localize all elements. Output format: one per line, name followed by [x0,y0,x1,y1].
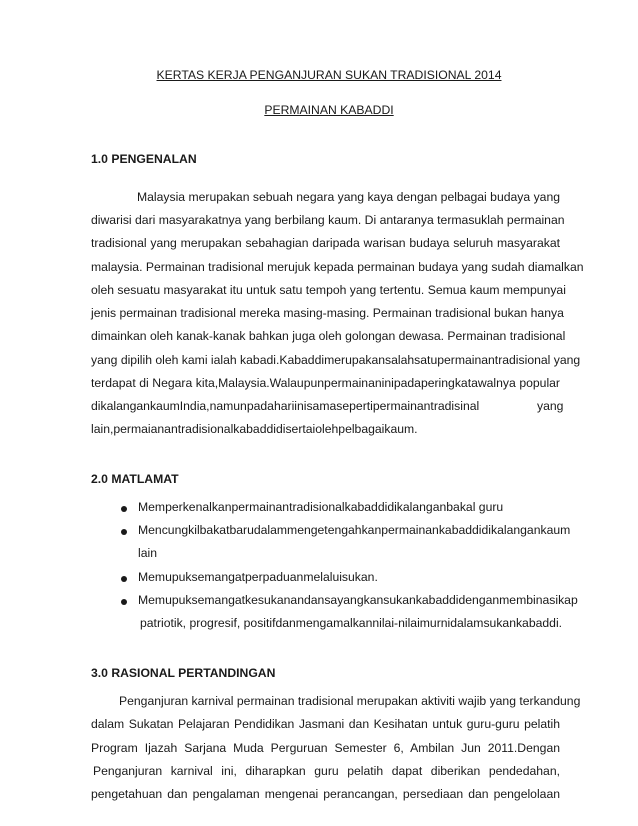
paragraph-line: oleh sesuatu masyarakat itu untuk satu tempoh yang tertentu. Semua kaum mempunyai [91,283,566,297]
paragraph-line: Penganjuran karnival ini, diharapkan guru pelatih dapat diberikan pendedahan, [93,764,560,778]
paragraph-line: tradisional yang merupakan sebahagian daripada warisan budaya seluruh masyarakat [91,236,560,250]
paragraph-line: terdapat di Negara kita,Malaysia.Walaupunpermainaninipadaperingkatawalnya popular [91,376,560,390]
paragraph-line: dikalangankaumIndia,namunpadahariinisamasepertipermainantradisinal [91,399,480,413]
section-heading-rasional: 3.0 RASIONAL PERTANDINGAN [91,666,276,680]
document-subtitle: PERMAINAN KABADDI [264,103,394,117]
bullet-icon [121,529,127,535]
paragraph-line: pengetahuan dan pengalaman mengenai perancangan, persediaan dan pengelolaan [91,787,560,801]
bullet-icon [121,576,127,582]
paragraph-line: dimainkan oleh kanak-kanak bahkan juga oleh golongan dewasa. Permainan tradisional [91,329,566,343]
paragraph-line: yang [537,399,564,413]
paragraph-line: lain,permaianantradisionalkabaddidisertaiolehpelbagaikaum. [91,422,418,436]
list-item: Memperkenalkanpermainantradisionalkabaddidikalanganbakal guru [138,500,504,514]
paragraph-line: dalam Sukatan Pelajaran Pendidikan Jasmani dan Kesihatan untuk guru-guru pelatih [91,717,560,731]
list-item: Memupuksemangatperpaduanmelaluisukan. [138,570,378,584]
bullet-icon [121,506,127,512]
list-item-continuation: lain [138,546,157,560]
paragraph-line: Malaysia merupakan sebuah negara yang kaya dengan pelbagai budaya yang [137,190,560,204]
document-title: KERTAS KERJA PENGANJURAN SUKAN TRADISIONAL 2014 [156,68,502,82]
section-heading-pengenalan: 1.0 PENGENALAN [91,152,197,166]
paragraph-line: Program Ijazah Sarjana Muda Perguruan Semester 6, Ambilan Jun 2011.Dengan [91,741,560,755]
paragraph-line: yang dipilih oleh kami ialah kabadi.Kabaddimerupakansalahsatupermainantradisional yang [91,353,581,367]
bullet-icon [121,599,127,605]
paragraph-line: jenis permainan tradisional mereka masing-masing. Permainan tradisional bukan hanya [91,306,564,320]
paragraph-line: malaysia. Permainan tradisional merujuk kepada permainan budaya yang sudah diamalkan [91,260,584,274]
section-heading-matlamat: 2.0 MATLAMAT [91,472,179,486]
paragraph-line: Penganjuran karnival permainan tradisional merupakan aktiviti wajib yang terkandung [119,694,581,708]
paragraph-line: diwarisi dari masyarakatnya yang berbilang kaum. Di antaranya termasuklah permainan [91,213,565,227]
list-item: Memupuksemangatkesukanandansayangkansukankabaddidenganmembinasikap [138,593,578,607]
list-item-continuation: patriotik, progresif, positifdanmengamalkannilai-nilaimurnidalamsukankabaddi. [140,616,563,630]
list-item: Mencungkilbakatbarudalammengetengahkanpermainankabaddidikalangankaum [138,523,571,537]
